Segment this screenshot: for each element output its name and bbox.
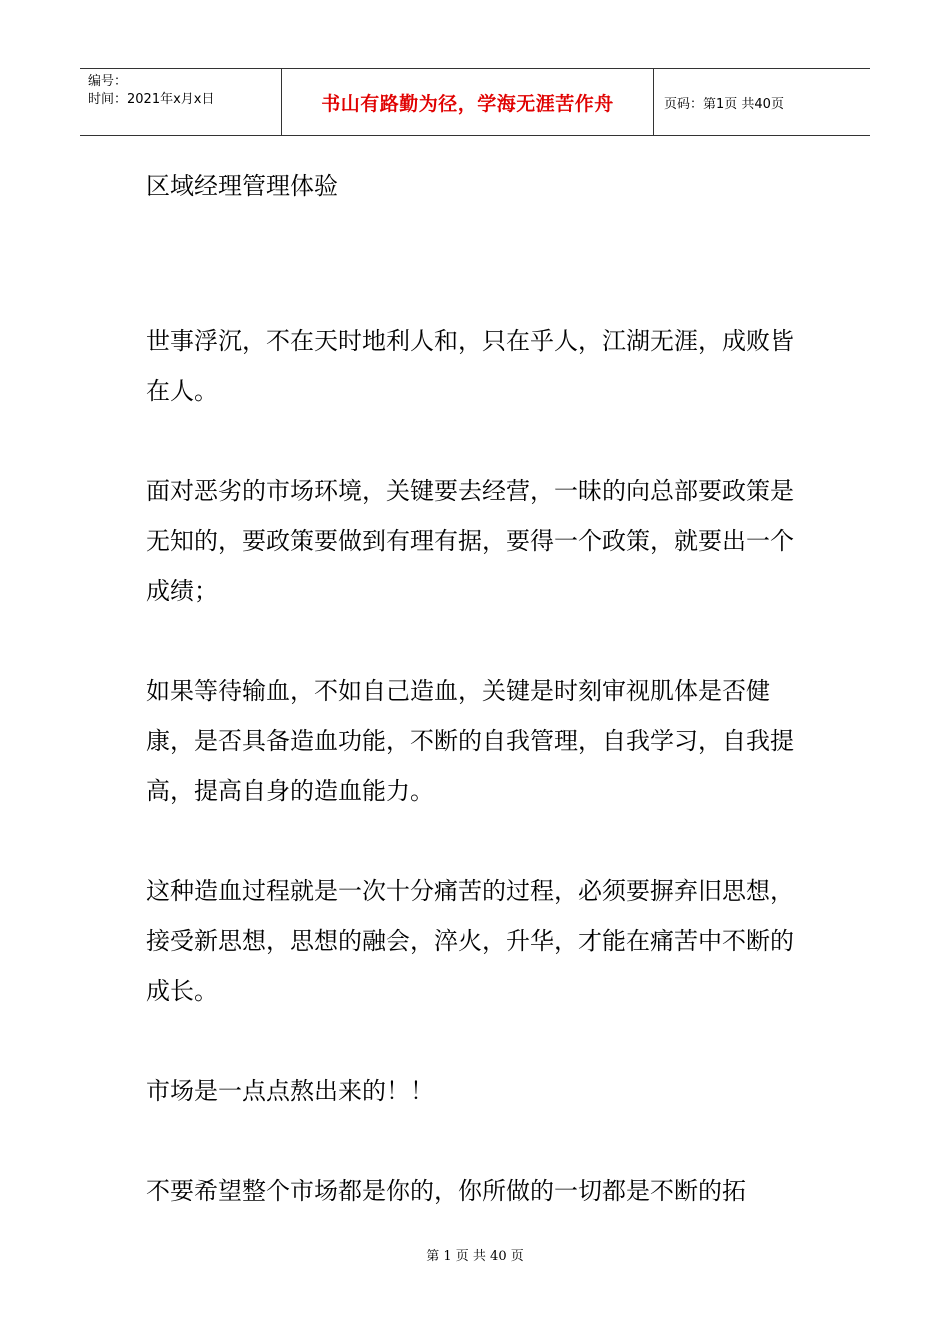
page-footer: 第 1 页 共 40 页 — [426, 1249, 524, 1264]
page-header — [80, 68, 870, 136]
document-title: 区域经理管理体验 — [146, 172, 338, 200]
document-number-label: 编号： — [88, 74, 128, 89]
paragraph: 不要希望整个市场都是你的，你所做的一切都是不断的拓 — [146, 1177, 746, 1205]
paragraph: 这种造血过程就是一次十分痛苦的过程，必须要摒弃旧思想，接受新思想，思想的融会，淬火，升华，才能在痛苦中不断的成长。 — [146, 877, 794, 1005]
paragraph: 面对恶劣的市场环境，关键要去经营，一昧的向总部要政策是无知的，要政策要做到有理有据，要得一个政策，就要出一个成绩； — [146, 477, 794, 605]
header-meta — [80, 69, 282, 135]
header-page-info-cell — [654, 69, 870, 135]
paragraph: 如果等待输血，不如自己造血，关键是时刻审视肌体是否健康，是否具备造血功能，不断的自我管理，自我学习，自我提高，提高自身的造血能力。 — [146, 677, 794, 805]
document-body — [146, 316, 810, 1266]
header-motto-cell — [282, 69, 654, 135]
header-page-info: 页码：第1页 共40页 — [664, 96, 784, 112]
header-motto: 书山有路勤为径，学海无涯苦作舟 — [321, 92, 614, 115]
paragraph: 市场是一点点熬出来的！！ — [146, 1077, 434, 1105]
paragraph: 世事浮沉，不在天时地利人和，只在乎人，江湖无涯，成败皆在人。 — [146, 327, 794, 405]
document-time-label: 时间：2021年x月x日 — [88, 92, 215, 107]
